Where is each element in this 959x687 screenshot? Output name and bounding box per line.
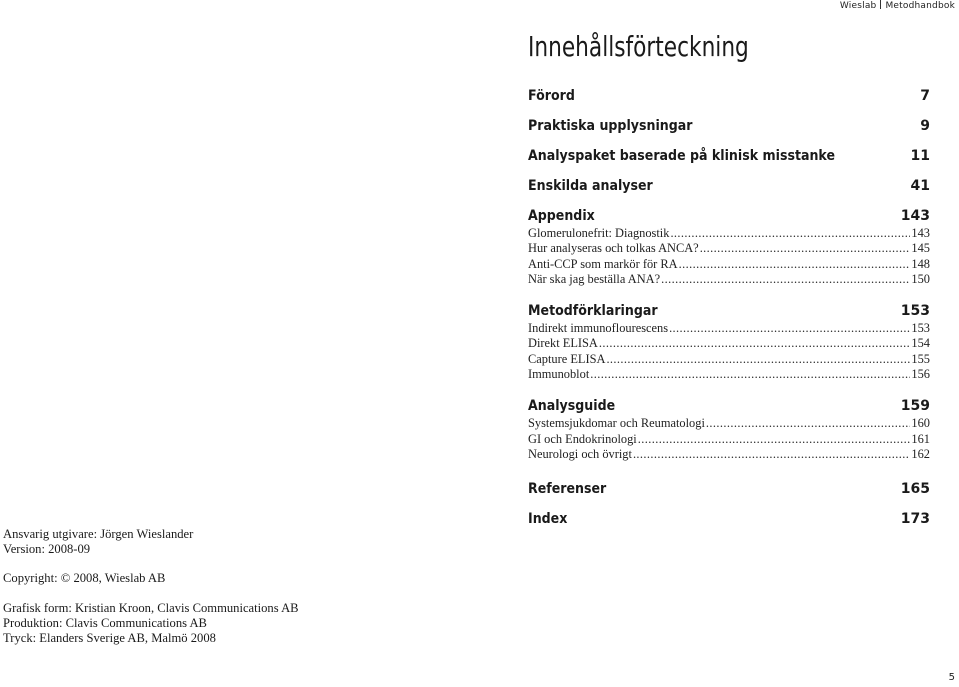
header-company: Wieslab	[839, 1, 877, 11]
dot-leader	[633, 447, 910, 462]
toc-section-page: 153	[900, 303, 930, 320]
toc-entry[interactable]	[528, 336, 930, 351]
toc-entry[interactable]	[528, 352, 930, 367]
toc-entry-page: 161	[911, 431, 930, 446]
dot-leader	[661, 272, 910, 287]
toc-entry-label: GI och Endokrinologi	[528, 431, 637, 446]
toc-section-title: Index	[528, 511, 568, 528]
print-line: Tryck: Elanders Sverige AB, Malmö 2008	[3, 631, 216, 646]
toc-section-forord[interactable]	[528, 86, 930, 116]
toc-entry-label: Immunoblot	[528, 367, 590, 382]
colophon	[3, 527, 299, 646]
toc-entry-label: Glomerulonefrit: Diagnostik	[528, 226, 670, 240]
toc-section-title: Analysguide	[528, 398, 616, 415]
dot-leader	[669, 321, 910, 336]
toc-entry[interactable]	[528, 272, 930, 287]
toc-section-analyspaket[interactable]	[528, 146, 930, 176]
toc-entry-page: 155	[911, 351, 930, 366]
toc-section-page: 143	[900, 208, 930, 224]
toc-section-appendix	[528, 206, 930, 287]
toc-entry-label: Indirekt immunoflourescens	[528, 321, 669, 336]
dot-leader	[606, 352, 910, 367]
toc-entry-page: 145	[911, 241, 930, 256]
toc-entry[interactable]	[528, 432, 930, 447]
production-line: Produktion: Clavis Communications AB	[3, 615, 207, 630]
toc-section-header[interactable]	[528, 301, 930, 321]
dot-leader	[706, 416, 911, 431]
toc-entry[interactable]	[528, 416, 930, 431]
toc-section-title: Metodförklaringar	[528, 303, 658, 320]
toc-entry[interactable]	[528, 321, 930, 336]
page-number: 5	[948, 672, 955, 683]
toc-entry-page: 150	[911, 271, 930, 286]
dot-leader	[670, 226, 910, 241]
copyright-line: Copyright: © 2008, Wieslab AB	[3, 571, 166, 586]
toc-entry-page: 154	[911, 336, 930, 351]
dot-leader	[599, 336, 911, 351]
toc-entry-page: 153	[911, 321, 930, 336]
toc-entry-label: Capture ELISA	[528, 351, 606, 366]
toc-section-analysguide	[528, 396, 930, 462]
dot-leader	[590, 367, 910, 382]
toc-entry-page: 156	[911, 367, 930, 382]
toc-section-enskilda[interactable]	[528, 176, 930, 206]
design-line: Grafisk form: Kristian Kroon, Clavis Communications AB	[3, 600, 299, 615]
dot-leader	[638, 432, 911, 447]
dot-leader	[679, 257, 911, 272]
version-line: Version: 2008-09	[3, 542, 91, 557]
toc-entry[interactable]	[528, 226, 930, 241]
table-of-contents	[528, 86, 930, 539]
toc-section-page: 159	[900, 398, 930, 415]
toc-section-referenser[interactable]	[528, 479, 930, 509]
toc-entry[interactable]	[528, 241, 930, 256]
toc-section-title: Referenser	[528, 481, 607, 498]
toc-entry-page: 160	[911, 416, 930, 431]
toc-entry[interactable]	[528, 257, 930, 272]
toc-section-praktiska[interactable]	[528, 116, 930, 146]
header-divider	[880, 0, 881, 9]
toc-section-page: 9	[920, 118, 930, 134]
publisher-line: Ansvarig utgivare: Jörgen Wieslander	[3, 527, 194, 541]
toc-entry-label: Direkt ELISA	[528, 336, 598, 351]
toc-section-header[interactable]	[528, 206, 930, 226]
toc-section-title: Förord	[528, 88, 575, 104]
page-title: Innehållsförteckning	[528, 30, 749, 63]
toc-section-page: 173	[900, 511, 930, 528]
toc-section-title: Appendix	[528, 208, 595, 224]
toc-entry-label: Hur analyseras och tolkas ANCA?	[528, 241, 699, 256]
toc-entry-page: 162	[911, 446, 930, 461]
dot-leader	[700, 241, 911, 256]
running-header	[840, 0, 955, 11]
toc-section-page: 7	[920, 88, 930, 104]
toc-section-header[interactable]	[528, 396, 930, 416]
toc-entry-label: Neurologi och övrigt	[528, 446, 632, 461]
toc-section-page: 165	[900, 481, 930, 498]
header-book: Metodhandbok	[885, 1, 955, 11]
toc-entry-page: 148	[911, 256, 930, 271]
toc-section-page: 11	[910, 148, 930, 164]
toc-section-title: Praktiska upplysningar	[528, 118, 693, 134]
toc-section-title: Analyspaket baserade på klinisk misstanke	[528, 148, 836, 164]
toc-entry-label: När ska jag beställa ANA?	[528, 271, 661, 286]
toc-entry[interactable]	[528, 367, 930, 382]
toc-entry-label: Systemsjukdomar och Reumatologi	[528, 416, 705, 431]
toc-entry-label: Anti-CCP som markör för RA	[528, 256, 678, 271]
toc-section-metod	[528, 301, 930, 382]
toc-section-page: 41	[910, 178, 930, 194]
toc-section-index[interactable]	[528, 509, 930, 539]
toc-entry-page: 143	[911, 226, 930, 240]
toc-entry[interactable]	[528, 447, 930, 462]
toc-section-title: Enskilda analyser	[528, 178, 653, 194]
